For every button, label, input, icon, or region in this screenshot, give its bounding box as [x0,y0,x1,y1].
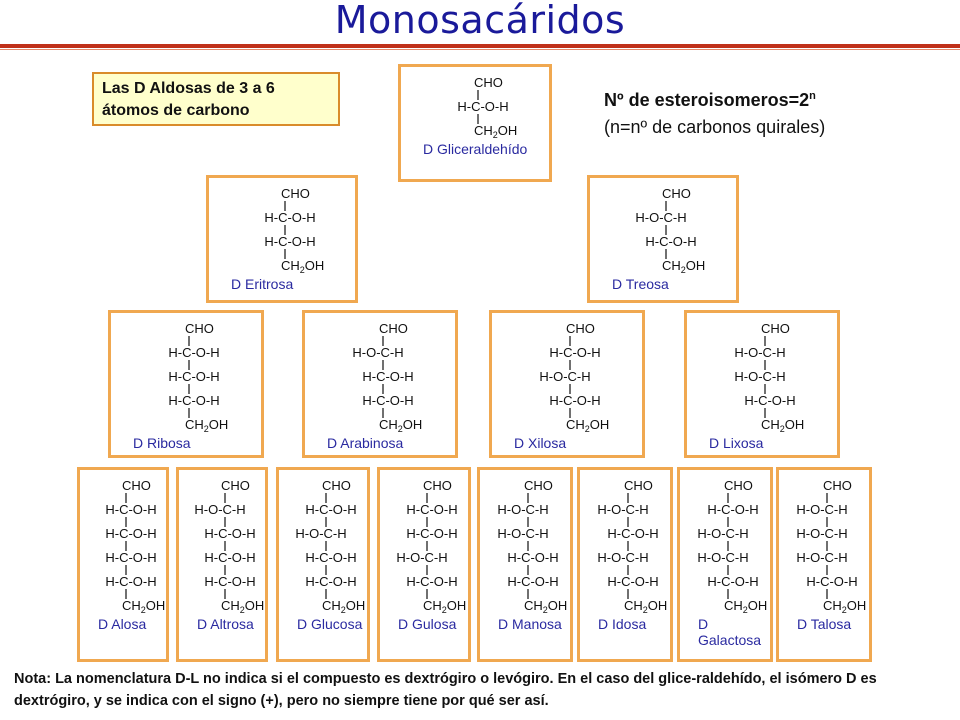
stereocenter-label: H-O-C-H [734,345,786,360]
ch2oh-label: $CH_2OH$ [379,417,423,434]
ch2oh-label: $CH_2OH$ [423,598,467,615]
stereocenter-label: H-C-O-H [362,369,414,384]
fischer-projection [279,470,373,665]
ch2oh-label: $CH_2OH$ [221,598,265,615]
stereocenter-label: H-C-O-H [105,550,157,565]
cho-label: CHO [524,478,553,493]
cho-label: CHO [566,321,595,336]
stereocenter-label: H-O-C-H [497,526,549,541]
ch2oh-label: $CH_2OH$ [624,598,668,615]
cho-label: CHO [281,186,310,201]
molecule-name: D Treosa [612,276,669,292]
stereocenter-label: H-C-O-H [406,526,458,541]
fischer-projection [480,470,576,665]
stereocenter-label: H-O-C-H [796,550,848,565]
stereocenter-label: H-O-C-H [697,526,749,541]
molecule-box-8 [176,467,268,662]
title-rule [0,44,960,48]
molecule-name: D Gliceraldehído [423,141,528,157]
stereocenter-label: H-C-O-H [264,210,316,225]
molecule-box-5 [489,310,645,458]
cho-label: CHO [662,186,691,201]
molecule-box-13 [677,467,773,662]
fischer-projection [779,470,875,665]
formula-line-1: Nº de $esteroisomeros=2^n$ [604,90,816,110]
cho-label: CHO [474,75,503,90]
molecule-name: D Alosa [98,616,147,632]
footnote: Nota: La nomenclatura D-L no indica si el compuesto es dextrógiro o levógiro. En el caso del glice-raldehído, el isómero D es dextrógiro, y se indica con el signo (+), pero no siempre tiene por qué ser así. [14,671,877,709]
molecule-box-9 [276,467,370,662]
molecule-name: D Altrosa [197,616,254,632]
cho-label: CHO [185,321,214,336]
stereocenter-label: H-C-O-H [507,574,559,589]
stereocenter-label: H-O-C-H [295,526,347,541]
cho-label: CHO [724,478,753,493]
stereocenter-label: H-C-O-H [105,502,157,517]
stereocenter-label: H-C-O-H [264,234,316,249]
stereocenter-label: H-C-O-H [406,502,458,517]
stereocenter-label: H-O-C-H [352,345,404,360]
stereocenter-label: H-C-O-H [707,502,759,517]
title-rule-light [0,49,960,50]
stereocenter-label: H-O-C-H [194,502,246,517]
ch2oh-label: $CH_2OH$ [566,417,610,434]
ch2oh-label: $CH_2OH$ [662,258,706,275]
molecule-box-14 [776,467,872,662]
stereocenter-label: H-C-O-H [305,574,357,589]
stereocenter-label: H-C-O-H [305,502,357,517]
molecule-name: D Talosa [797,616,852,632]
ch2oh-label: $CH_2OH$ [474,123,518,140]
molecule-name: D Eritrosa [231,276,294,292]
cho-label: CHO [624,478,653,493]
fischer-projection [179,470,271,665]
molecule-name: D Galactosa [698,616,762,648]
stereocenter-label: H-O-C-H [635,210,687,225]
stereocenter-label: H-C-O-H [168,393,220,408]
ch2oh-label: $CH_2OH$ [823,598,867,615]
stereocenter-label: H-C-O-H [645,234,697,249]
fischer-projection [80,470,172,665]
stereocenter-label: H-O-C-H [597,550,649,565]
stereocenter-label: H-C-O-H [744,393,796,408]
molecule-name: D Idosa [598,616,647,632]
molecule-box-1 [206,175,358,303]
stereocenter-label: H-C-O-H [806,574,858,589]
molecule-name: D Manosa [498,616,562,632]
molecule-box-3 [108,310,264,458]
ch2oh-label: $CH_2OH$ [185,417,229,434]
molecule-name: D Lixosa [709,435,764,451]
cho-label: CHO [823,478,852,493]
stereocenter-label: H-C-O-H [406,574,458,589]
molecule-name: D Ribosa [133,435,191,451]
stereocenter-label: H-C-O-H [707,574,759,589]
stereocenter-label: H-C-O-H [204,574,256,589]
stereocenter-label: H-O-C-H [497,502,549,517]
molecule-name: D Glucosa [297,616,363,632]
molecule-box-12 [577,467,673,662]
stereocenter-label: H-C-O-H [105,526,157,541]
molecule-name: D Arabinosa [327,435,404,451]
fischer-projection [380,470,474,665]
stereocenter-label: H-C-O-H [168,345,220,360]
cho-label: CHO [322,478,351,493]
stereocenter-label: H-C-O-H [457,99,509,114]
ch2oh-label: $CH_2OH$ [281,258,325,275]
formula-line-2: (n=nº de carbonos quirales) [604,117,826,137]
page-title: Monosacáridos [334,0,626,42]
molecule-name: D Gulosa [398,616,457,632]
ch2oh-label: $CH_2OH$ [761,417,805,434]
stereocenter-label: H-O-C-H [539,369,591,384]
stereocenter-label: H-O-C-H [734,369,786,384]
stereocenter-label: H-C-O-H [204,526,256,541]
fischer-projection [401,67,555,185]
stereocenter-label: H-C-O-H [507,550,559,565]
stereocenter-label: H-C-O-H [549,393,601,408]
molecule-box-11 [477,467,573,662]
stereocenter-label: H-C-O-H [204,550,256,565]
stereocenter-label: H-O-C-H [396,550,448,565]
cho-label: CHO [221,478,250,493]
stereocenter-label: H-C-O-H [362,393,414,408]
ch2oh-label: $CH_2OH$ [122,598,166,615]
molecule-box-10 [377,467,471,662]
molecule-name: D Xilosa [514,435,567,451]
stereocenter-label: H-C-O-H [105,574,157,589]
fischer-projection [580,470,676,665]
molecule-box-2 [587,175,739,303]
stereocenter-label: H-C-O-H [305,550,357,565]
stereocenter-label: H-O-C-H [796,526,848,541]
stereoisomer-formula [604,90,825,138]
ch2oh-label: $CH_2OH$ [524,598,568,615]
stereocenter-label: H-C-O-H [168,369,220,384]
cho-label: CHO [379,321,408,336]
stereocenter-label: H-C-O-H [549,345,601,360]
stereocenter-label: H-C-O-H [607,526,659,541]
stereocenter-label: H-C-O-H [607,574,659,589]
header-box: Las D Aldosas de 3 a 6 átomos de carbono [92,72,340,126]
cho-label: CHO [761,321,790,336]
molecule-box-4 [302,310,458,458]
molecule-box-6 [684,310,840,458]
molecule-box-0 [398,64,552,182]
cho-label: CHO [423,478,452,493]
molecule-box-7 [77,467,169,662]
stereocenter-label: H-O-C-H [697,550,749,565]
stereocenter-label: H-O-C-H [796,502,848,517]
ch2oh-label: $CH_2OH$ [724,598,768,615]
ch2oh-label: $CH_2OH$ [322,598,366,615]
stereocenter-label: H-O-C-H [597,502,649,517]
cho-label: CHO [122,478,151,493]
